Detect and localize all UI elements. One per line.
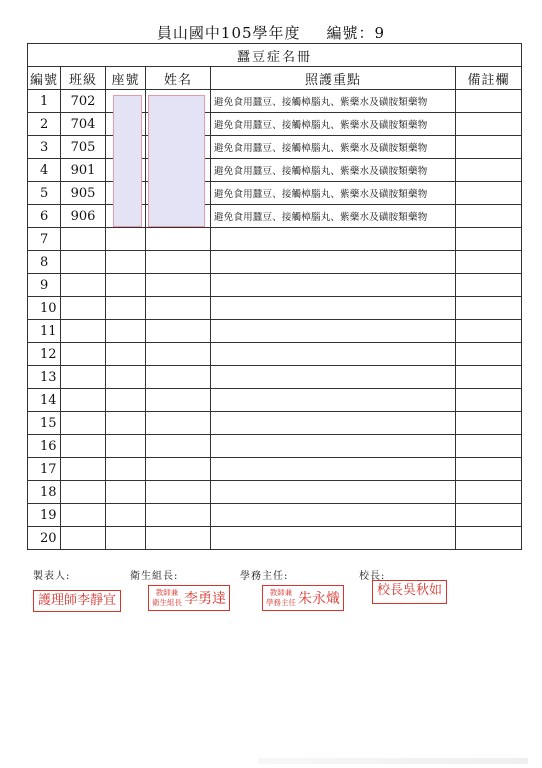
row-number-cell: 4: [28, 159, 61, 182]
name-cell: [146, 320, 211, 343]
remarks-cell: [456, 251, 522, 274]
seat-cell: [106, 228, 146, 251]
table-row: [28, 435, 522, 458]
preparer-seal: [33, 590, 121, 612]
row-number-cell: 19: [28, 504, 61, 527]
table-row: [28, 343, 522, 366]
academic-director-seal-line-1: 教師兼: [269, 588, 293, 597]
row-number-cell: 8: [28, 251, 61, 274]
table-row: [28, 113, 522, 136]
table-row: [28, 320, 522, 343]
seat-cell: [106, 435, 146, 458]
care-notes-cell: [211, 251, 456, 274]
name-cell: [146, 228, 211, 251]
table-row: [28, 228, 522, 251]
care-notes-cell: [211, 320, 456, 343]
principal-label: 校長:: [359, 571, 386, 582]
scan-artifact: [258, 758, 528, 764]
class-cell: [61, 251, 106, 274]
seat-cell: [106, 251, 146, 274]
health-head-seal-line-2: 衛生組長: [152, 598, 182, 607]
health-head-seal-name: 李勇達: [184, 591, 226, 607]
care-notes-cell: [211, 343, 456, 366]
remarks-cell: [456, 481, 522, 504]
remarks-cell: [456, 182, 522, 205]
care-notes-cell: 避免食用蠶豆、接觸樟腦丸、紫藥水及磺胺類藥物: [211, 90, 456, 113]
remarks-cell: [456, 228, 522, 251]
row-number-cell: 14: [28, 389, 61, 412]
class-cell: [61, 228, 106, 251]
document-number: 編號：9: [326, 24, 386, 42]
remarks-cell: [456, 205, 522, 228]
row-number-cell: 16: [28, 435, 61, 458]
document-header: [0, 22, 542, 43]
care-notes-cell: [211, 527, 456, 550]
table-row: [28, 527, 522, 550]
remarks-cell: [456, 274, 522, 297]
name-cell: [146, 343, 211, 366]
name-cell: [146, 274, 211, 297]
class-cell: [61, 297, 106, 320]
name-cell: [146, 366, 211, 389]
principal-seal: [372, 580, 447, 604]
table-row: [28, 481, 522, 504]
class-cell: 704: [61, 113, 106, 136]
health-head-seal: [148, 585, 230, 611]
name-cell: [146, 297, 211, 320]
remarks-cell: [456, 412, 522, 435]
column-header-care: 照護重點: [211, 67, 456, 90]
row-number-cell: 7: [28, 228, 61, 251]
table-row: [28, 504, 522, 527]
name-cell: [146, 435, 211, 458]
preparer-seal-text: 護理師李靜宜: [38, 593, 117, 608]
name-cell: [146, 481, 211, 504]
table-row: [28, 366, 522, 389]
class-cell: [61, 435, 106, 458]
care-notes-cell: 避免食用蠶豆、接觸樟腦丸、紫藥水及磺胺類藥物: [211, 205, 456, 228]
health-head-seal-line-1: 教師兼: [155, 588, 179, 597]
health-head-label: 衛生組長:: [130, 571, 179, 582]
table-row: [28, 389, 522, 412]
table-row: [28, 182, 522, 205]
care-notes-cell: [211, 412, 456, 435]
care-notes-cell: 避免食用蠶豆、接觸樟腦丸、紫藥水及磺胺類藥物: [211, 182, 456, 205]
seat-cell: [106, 527, 146, 550]
care-notes-cell: [211, 481, 456, 504]
name-cell: [146, 458, 211, 481]
academic-director-seal-title: [266, 588, 296, 608]
class-cell: [61, 527, 106, 550]
care-notes-cell: [211, 389, 456, 412]
name-cell: [146, 504, 211, 527]
name-redaction-block: [148, 95, 205, 227]
seat-redaction-block: [113, 95, 142, 227]
remarks-cell: [456, 527, 522, 550]
table-row: [28, 136, 522, 159]
row-number-cell: 3: [28, 136, 61, 159]
row-number-cell: 13: [28, 366, 61, 389]
table-row: [28, 458, 522, 481]
name-cell: [146, 251, 211, 274]
row-number-cell: 20: [28, 527, 61, 550]
table-row: [28, 251, 522, 274]
remarks-cell: [456, 435, 522, 458]
row-number-cell: 17: [28, 458, 61, 481]
class-cell: [61, 389, 106, 412]
seat-cell: [106, 366, 146, 389]
class-cell: 702: [61, 90, 106, 113]
principal-seal-text: 校長吳秋如: [377, 583, 443, 598]
roster-table: [27, 43, 522, 550]
class-cell: [61, 481, 106, 504]
remarks-cell: [456, 90, 522, 113]
class-cell: 705: [61, 136, 106, 159]
remarks-cell: [456, 113, 522, 136]
table-title: 蠶豆症名冊: [28, 44, 522, 67]
remarks-cell: [456, 297, 522, 320]
care-notes-cell: [211, 366, 456, 389]
preparer-label: 製表人:: [33, 571, 71, 582]
row-number-cell: 5: [28, 182, 61, 205]
row-number-cell: 2: [28, 113, 61, 136]
seat-cell: [106, 412, 146, 435]
seat-cell: [106, 481, 146, 504]
class-cell: [61, 320, 106, 343]
class-cell: 906: [61, 205, 106, 228]
row-number-cell: 15: [28, 412, 61, 435]
document-title: 員山國中105學年度: [156, 24, 301, 42]
care-notes-cell: [211, 297, 456, 320]
column-header-remarks: 備註欄: [456, 67, 522, 90]
care-notes-cell: 避免食用蠶豆、接觸樟腦丸、紫藥水及磺胺類藥物: [211, 159, 456, 182]
seat-cell: [106, 389, 146, 412]
column-header-seat: 座號: [106, 67, 146, 90]
column-header-number: 編號: [28, 67, 61, 90]
care-notes-cell: [211, 504, 456, 527]
care-notes-cell: [211, 228, 456, 251]
row-number-cell: 6: [28, 205, 61, 228]
name-cell: [146, 389, 211, 412]
table-header-row: [28, 67, 522, 90]
table-row: [28, 274, 522, 297]
row-number-cell: 1: [28, 90, 61, 113]
health-head-seal-title: [152, 588, 182, 608]
care-notes-cell: [211, 435, 456, 458]
academic-director-label: 學務主任:: [240, 571, 289, 582]
remarks-cell: [456, 136, 522, 159]
table-row: [28, 297, 522, 320]
class-cell: [61, 412, 106, 435]
column-header-class: 班級: [61, 67, 106, 90]
remarks-cell: [456, 458, 522, 481]
class-cell: [61, 343, 106, 366]
table-row: [28, 205, 522, 228]
table-row: [28, 412, 522, 435]
care-notes-cell: [211, 458, 456, 481]
remarks-cell: [456, 366, 522, 389]
seat-cell: [106, 504, 146, 527]
seat-cell: [106, 297, 146, 320]
column-header-name: 姓名: [146, 67, 211, 90]
class-cell: 905: [61, 182, 106, 205]
class-cell: 901: [61, 159, 106, 182]
class-cell: [61, 366, 106, 389]
class-cell: [61, 274, 106, 297]
remarks-cell: [456, 320, 522, 343]
remarks-cell: [456, 389, 522, 412]
care-notes-cell: 避免食用蠶豆、接觸樟腦丸、紫藥水及磺胺類藥物: [211, 136, 456, 159]
name-cell: [146, 412, 211, 435]
class-cell: [61, 504, 106, 527]
row-number-cell: 12: [28, 343, 61, 366]
table-row: [28, 90, 522, 113]
remarks-cell: [456, 504, 522, 527]
table-title-row: [28, 44, 522, 67]
care-notes-cell: 避免食用蠶豆、接觸樟腦丸、紫藥水及磺胺類藥物: [211, 113, 456, 136]
remarks-cell: [456, 343, 522, 366]
row-number-cell: 18: [28, 481, 61, 504]
name-cell: [146, 527, 211, 550]
row-number-cell: 10: [28, 297, 61, 320]
table-row: [28, 159, 522, 182]
care-notes-cell: [211, 274, 456, 297]
seat-cell: [106, 274, 146, 297]
academic-director-seal: [262, 585, 344, 611]
academic-director-seal-line-2: 學務主任: [266, 598, 296, 607]
seat-cell: [106, 320, 146, 343]
seat-cell: [106, 458, 146, 481]
row-number-cell: 11: [28, 320, 61, 343]
remarks-cell: [456, 159, 522, 182]
academic-director-seal-name: 朱永熾: [298, 591, 340, 607]
row-number-cell: 9: [28, 274, 61, 297]
seat-cell: [106, 343, 146, 366]
class-cell: [61, 458, 106, 481]
